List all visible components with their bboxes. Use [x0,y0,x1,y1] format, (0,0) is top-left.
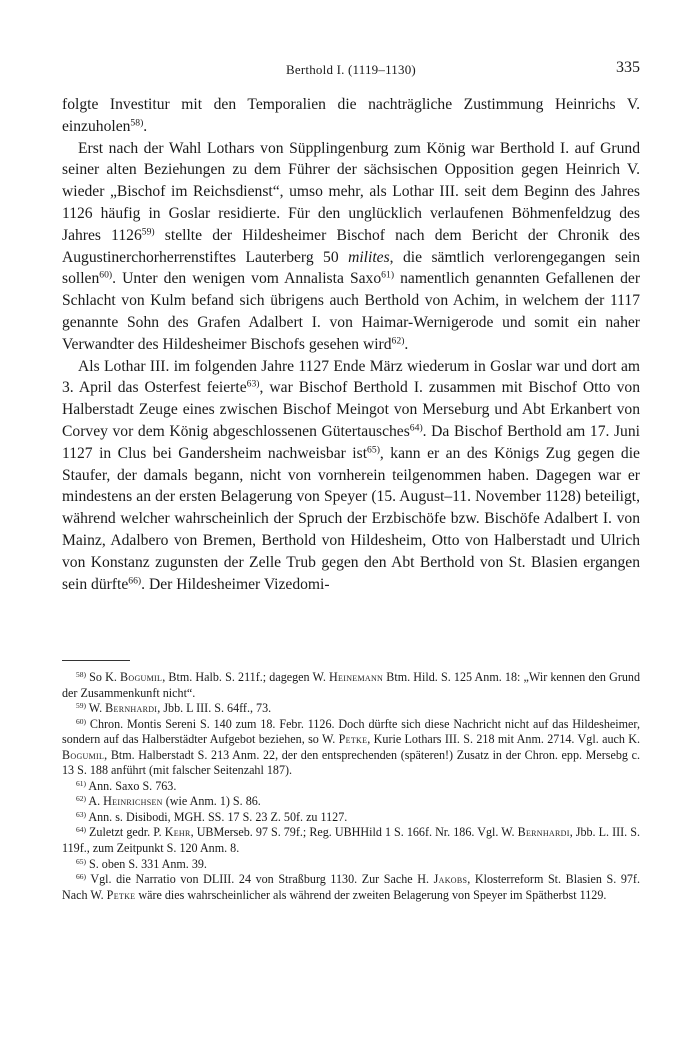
author-name: Kehr [164,825,191,840]
footnote-ref-60: 60) [99,270,113,282]
footnote-number: 60) [76,716,86,726]
text-run: Ann. Saxo S. 763. [86,778,177,793]
text-run: , Btm. Halb. S. 211f.; dagegen W. [162,670,330,684]
footnote-number: 62) [76,794,86,804]
footnote-62 [62,794,640,810]
text-run: Vgl. die Narratio von DLIII. 24 von Straßburg 1130. Zur Sache H. [86,872,434,887]
footnote-58 [62,670,640,701]
footnote-ref-59: 59) [141,226,155,238]
text-run: . [143,117,148,135]
footnote-number: 65) [76,856,86,866]
footnote-66 [62,872,640,903]
text-run: . Da Bischof Berthold am 17. Juni 1127 in Clus bei Gandersheim nachweisbar ist [62,422,640,462]
text-run: , Jbb. L. III. S. 119f., zum Zeitpunkt S. 120 Anm. 8. [62,825,640,856]
footnote-63 [62,810,640,826]
emphasis: milites [348,248,390,266]
paragraph-1 [62,94,640,138]
footnote-ref-65: 65) [367,444,380,456]
text-run: (wie Anm. 1) S. 86. [162,794,261,809]
author-name: Heinrichsen [103,794,163,809]
author-name: Heinemann [329,670,384,684]
text-run: Erst nach der Wahl Lothars von Süpplingenburg zum König war Berthold I. auf Grund seiner alten Beziehungen zu dem Führer der sächsischen Opposition gegen Heinrich V. wieder „Bischof im Reichsdienst“, umso mehr, als Lothar III. seit dem Beginn des Jahres 1126 häufig in Goslar residierte. Für den unglücklich verlaufenen Böhmenfeldzug des Jahres 1126 [62,139,640,244]
footnote-separator [62,660,130,661]
text-run: stellte der Hildesheimer Bischof nach dem Bericht der Chronik des Augustinerchorherrenstiftes Lauterberg 50 [62,226,640,266]
text-run: Als Lothar III. im folgenden Jahre 1127 Ende März wiederum in Goslar war und dort am 3. April das Osterfest feierte [62,357,640,397]
author-name: Petke [338,732,368,747]
text-run: So K. [86,670,121,684]
footnote-number: 58) [76,669,86,679]
footnote-64 [62,825,640,856]
text-run: folgte Investitur mit den Temporalien die nachträgliche Zustimmung Heinrichs V. einzuholen [62,96,640,135]
text-run: A. [86,794,104,809]
text-run: . [404,335,409,353]
paragraph-3 [62,356,640,596]
text-run: Chron. Montis Sereni S. 140 zum 18. Febr. 1126. Doch dürfte sich diese Nachricht nicht auf das Hildesheimer, sondern auf das Halberstädter Aufgebot beziehen, so W. [62,716,640,747]
author-name: Jakobs [433,872,468,887]
text-run: namentlich genannten Gefallenen der Schlacht von Kulm befand sich übrigens auch Berthold von Achim, in welchem der 1117 genannte Sohn des Grafen Adalbert I. von Haimar-Wernigerode und somit ein naher Verwandter des Hildesheimer Bischofs gesehen wird [62,270,641,353]
footnote-number: 64) [76,825,86,835]
footnote-number: 59) [76,700,86,710]
footnote-ref-63: 63) [246,379,260,391]
page-number: 335 [616,59,640,76]
footnote-number: 63) [76,809,86,819]
author-name: Petke [106,887,136,902]
footnote-61 [62,779,640,795]
paragraph-2 [62,138,640,356]
text-run: , Btm. Halberstadt S. 213 Anm. 22, der den entsprechenden (späteren!) Zusatz in der Chron. epp. Mersebg c. 13 S. 188 anführt (mit falscher Seitenzahl 187). [62,747,640,778]
text-run: , kann er an des Königs Zug gegen die Staufer, der damals begann, nicht von vornherein teilgenommen haben. Dagegen war er mindestens an der ersten Belagerung von Speyer (15. August–11. November 1128) beteiligt, während welcher wahrscheinlich der Spruch der Erzbischöfe bzw. Bischöfe Adalbert I. von Mainz, Adalbero von Bremen, Berthold von Hildesheim, Otto von Halberstadt und Ulrich von Konstanz zugunsten der Zelle Trub gegen den Abt Berthold von St. Blasien ergangen sein dürfte [62,444,640,593]
text-run: , die sämtlich verlorengegangen sein sollen [62,248,640,288]
footnote-number: 61) [76,778,86,788]
text-run: , UBMerseb. 97 S. 79f.; Reg. UBHHild 1 S. 166f. Nr. 186. Vgl. W. [190,825,518,840]
footnote-number: 66) [76,871,86,881]
text-run: . Unter den wenigen vom Annalista Saxo [112,270,382,288]
text-run: , Jbb. L III. S. 64ff., 73. [157,701,272,716]
running-title: Berthold I. (1119–1130) [286,62,416,77]
footnotes [62,670,640,903]
footnote-ref-61: 61) [381,270,395,282]
main-text [62,94,640,595]
footnote-ref-58: 58) [130,117,144,129]
author-name: Bogumil [120,670,163,684]
footnote-ref-62: 62) [391,335,405,347]
footnote-ref-64: 64) [409,422,423,434]
text-run: Ann. s. Disibodi, MGH. SS. 17 S. 23 Z. 50f. zu 1127. [86,809,348,824]
author-name: Bernhardi [105,701,158,716]
text-run: W. [86,701,106,716]
footnote-ref-66: 66) [128,575,142,587]
footnote-65 [62,857,640,873]
author-name: Bernhardi [517,825,570,840]
text-run: . Der Hildesheimer Vizedomi- [141,575,330,593]
page-header [62,59,640,82]
text-run: Btm. Hild. S. 125 Anm. 18: „Wir kennen den Grund der Zusammenkunft nicht“. [62,670,640,700]
text-run: wäre dies wahrscheinlicher als während der zweiten Belagerung von Speyer im Spätherbst 1129. [135,887,607,902]
text-run: , Kurie Lothars III. S. 218 mit Anm. 2714. Vgl. auch K. [367,732,641,747]
text-run: S. oben S. 331 Anm. 39. [86,856,207,871]
text-run: , war Bischof Berthold I. zusammen mit Bischof Otto von Halberstadt Zeuge eines zwischen Bischof Meingot von Merseburg und Abt Erkanbert von Corvey vor dem König abgeschlossenen Gütertausches [62,379,640,440]
text-run: Zuletzt gedr. P. [86,825,165,840]
author-name: Bogumil [62,747,105,762]
footnote-59 [62,701,640,717]
text-run: , Klosterreform St. Blasien S. 97f. Nach W. [62,872,640,902]
footnote-60 [62,717,640,779]
